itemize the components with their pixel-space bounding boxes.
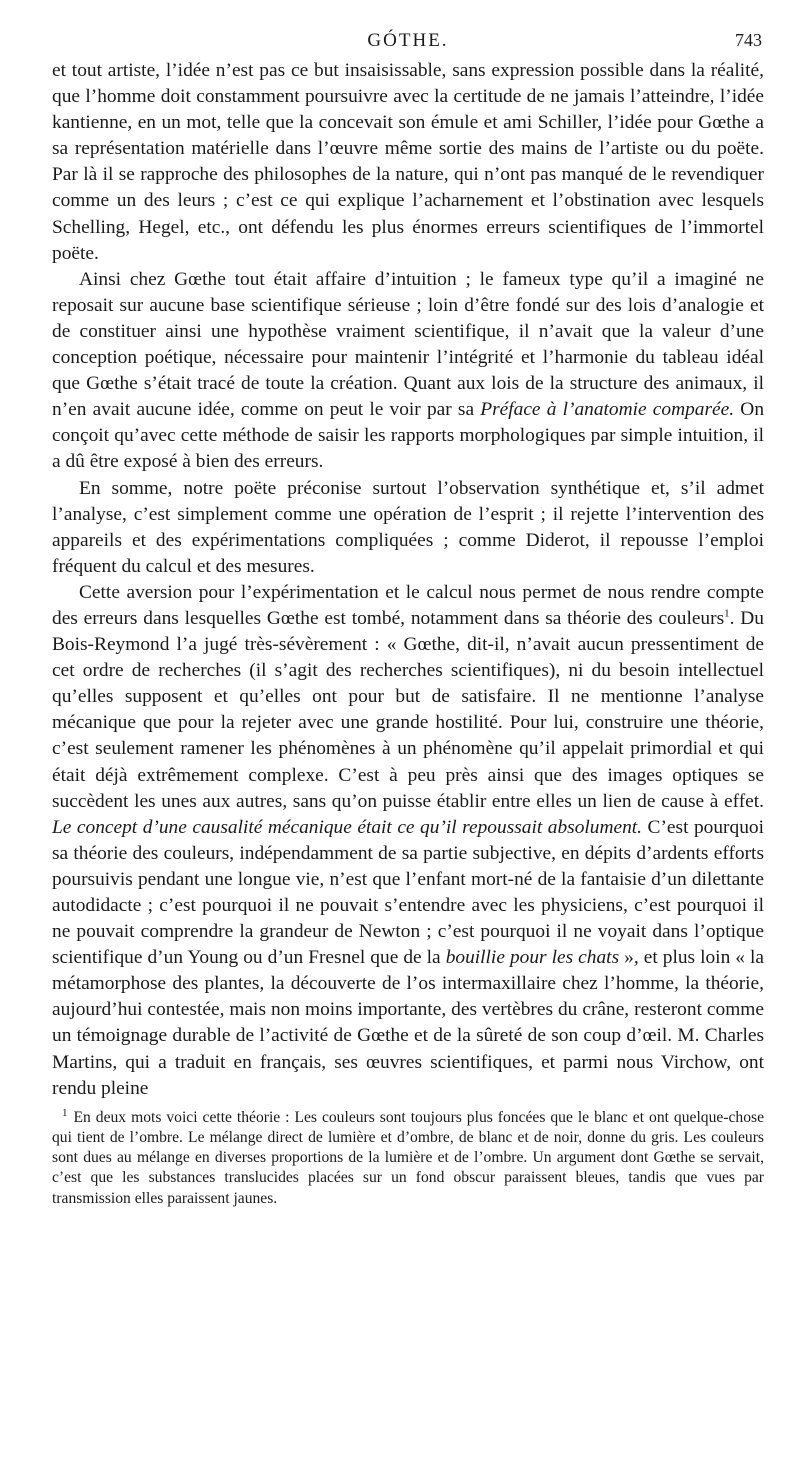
footnote-marker: 1 <box>62 1106 68 1119</box>
footnote-text: En deux mots voici cette théorie : Les couleurs sont toujours plus foncées que le blanc et ont quelque-chose qui tient de l’ombre. Le mélange direct de lumière et d’ombre, de blanc et de noir, donne du gris. Les couleurs sont dues au mélange en diverses proportions de la lumière et de l’ombre. Un argument dont Gœthe se servait, c’est que les substances translucides placées sur un fond obscur paraissent bleues, tandis que vues par transmission elles paraissent jaunes. <box>52 1108 764 1207</box>
paragraph-2 <box>52 267 764 476</box>
paragraph-1 <box>52 58 764 267</box>
text-run: », et plus loin « la métamorphose des plantes, la découverte de l’os intermaxillaire chez l’homme, la théorie, aujourd’hui contestée, mais non moins importante, des vertèbres du crâne, resteront comme un témoignage durable de l’activité de Gœthe et de la sûreté de son coup d’œil. M. Charles Martins, qui a traduit en français, ses œuvres scientifiques, et parmi nous Virchow, ont rendu pleine <box>52 947 765 1099</box>
italic-text: Le concept d’une causalité mécanique était ce qu’il repoussait absolument. <box>52 816 643 838</box>
body-text <box>52 58 764 1102</box>
italic-text: bouillie pour les chats <box>445 947 620 969</box>
text-run: En somme, notre poëte préconise surtout l’observation synthétique et, s’il admet l’analyse, c’est simplement comme une opération de l’esprit ; il rejette l’intervention des appareils et des expérimentations compliquées ; comme Diderot, il repousse l’emploi fréquent du calcul et des mesures. <box>52 477 764 577</box>
italic-text: Préface à l’anatomie comparée. <box>480 399 735 421</box>
text-run: Cette aversion pour l’expérimentation et le calcul nous permet de nous rendre compte des erreurs dans lesquelles Gœthe est tombé, notamment dans sa théorie des couleurs <box>52 581 764 629</box>
text-run: C’est pourquoi sa théorie des couleurs, indépendamment de sa partie subjective, en dépits d’ardents efforts poursuivis pendant une longue vie, n’est que l’enfant mort-né de la fantaisie d’un dilettante autodidacte ; c’est pourquoi il ne pouvait s’entendre avec les physiciens, c’est pourquoi il ne pouvait comprendre la grandeur de Newton ; c’est pourquoi il ne voyait dans l’optique scientifique d’un Young ou d’un Fresnel que de la <box>52 816 764 969</box>
running-title: GÓTHE. <box>367 30 449 51</box>
footnotes <box>52 1108 764 1209</box>
paragraph-3 <box>52 476 764 580</box>
text-run: . Du Bois-Reymond l’a jugé très-sévèrement : « Gœthe, dit-il, n’avait aucun pressentiment de cet ordre de recherches (il s’agit des recherches scientifiques), ni du besoin intellectuel qu’elles supposent et qu’elles ont pour but de satisfaire. Il ne mentionne l’analyse mécanique que pour la rejeter avec une grande hostilité. Pour lui, construire une théorie, c’est seulement ramener les phénomènes à un phénomène qu’il appelait primordial et qui était déjà extrêmement complexe. C’est à peu près ainsi que des images optiques se succèdent les unes aux autres, sans qu’on puisse établir entre elles un lien de cause à effet. <box>52 607 764 812</box>
footnote-reference: 1 <box>724 607 730 620</box>
text-run: et tout artiste, l’idée n’est pas ce but insaisissable, sans expression possible dans la réalité, que l’homme doit constamment poursuivre avec la certitude de ne jamais l’atteindre, l’idée kantienne, en un mot, telle que la concevait son émule et ami Schiller, l’idée pour Gœthe a sa représentation matérielle dans l’œuvre même sortie des mains de l’artiste ou du poëte. Par là il se rapproche des philosophes de la nature, qui n’ont pas manqué de le revendiquer comme un des leurs ; c’est ce qui explique l’acharnement et l’obstination avec lesquels Schelling, Hegel, etc., ont défendu les plus énormes erreurs scientifiques de l’immortel poëte. <box>52 60 764 264</box>
page-number: 743 <box>735 30 762 50</box>
book-page <box>52 28 764 1209</box>
text-run: On conçoit qu’avec cette méthode de saisir les rapports morphologiques par simple intuition, il a dû être exposé à bien des erreurs. <box>52 399 765 473</box>
paragraph-4 <box>52 580 764 1102</box>
text-run: Ainsi chez Gœthe tout était affaire d’intuition ; le fameux type qu’il a imaginé ne reposait sur aucune base scientifique sérieuse ; loin d’être fondé sur des lois d’analogie et de constituer ainsi une hypothèse vraiment scientifique, il n’avait que la valeur d’une conception poétique, nécessaire pour maintenir l’intégrité et l’harmonie du tableau idéal que Gœthe s’était tracé de toute la création. Quant aux lois de la structure des animaux, il n’en avait aucune idée, comme on peut le voir par sa <box>52 268 764 421</box>
running-head <box>52 28 764 58</box>
footnote-1 <box>52 1108 764 1209</box>
